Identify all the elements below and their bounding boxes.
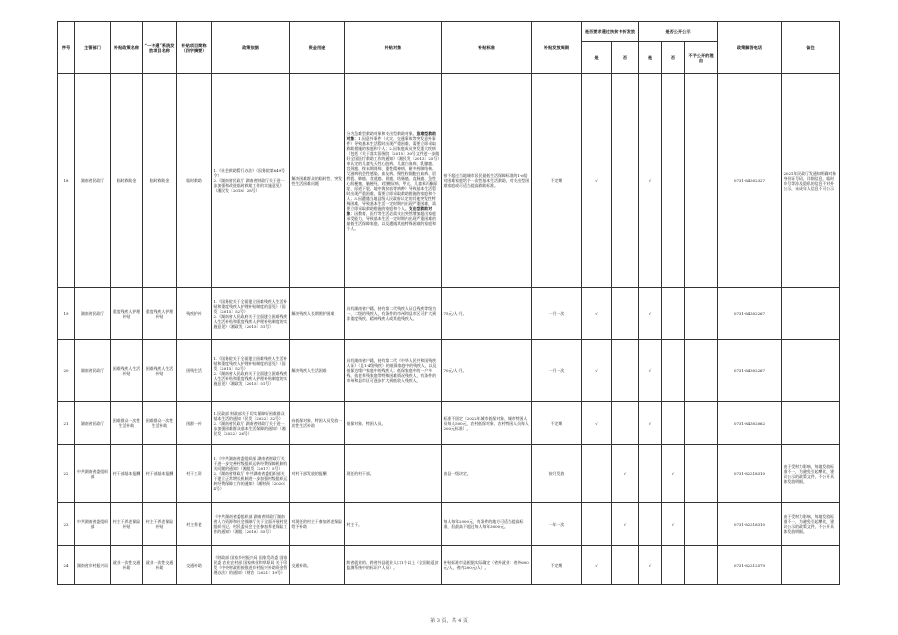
cell-publish-yes: √ bbox=[639, 288, 662, 340]
cell-name: 重度残疾人护理补贴 bbox=[111, 288, 143, 340]
cell-target: 具有湖南省户籍，持有第二代残疾人证且残疾等级为一、二级的残疾人，有条件的市州和县市区可扩大到非重度残疾、精神残疾人或其他残疾人。 bbox=[345, 288, 442, 340]
cell-noreason bbox=[685, 74, 718, 288]
header-dept: 主管部门 bbox=[75, 22, 111, 74]
cell-system: 村干部基本报酬 bbox=[143, 445, 177, 503]
cell-system: 临时救助金 bbox=[143, 74, 177, 288]
cell-system: 重度残疾人护理补贴 bbox=[143, 288, 177, 340]
cell-via-card-no bbox=[612, 74, 639, 288]
cell-standard: 每人每年2000元，有条件的地方可适当提高标准，但最高不超过每人每年3000元。 bbox=[442, 503, 532, 546]
cell-system: 困难群众一次性生活补助 bbox=[143, 402, 177, 445]
cell-publish-yes: √ bbox=[639, 74, 662, 288]
cell-via-card-no: √ bbox=[612, 503, 639, 546]
cell-code: 困群一补 bbox=[177, 402, 212, 445]
cell-name: 困难残疾人生活补贴 bbox=[111, 340, 143, 402]
cell-via-card-yes: √ bbox=[582, 288, 612, 340]
cell-usage: 对现任的村主干参加养老保险给予补助 bbox=[290, 503, 345, 546]
cell-usage: 向低保对象、特困人员发放一次性生活补助 bbox=[290, 402, 345, 445]
target-heading-emergency: 急难型救助对象： bbox=[346, 130, 436, 141]
table-row bbox=[58, 402, 840, 445]
cell-remark: 由于受财力影响，每地发放标准不一，为避免引起攀比，建议公示的政策文件，不公开具体发放明细。 bbox=[782, 503, 840, 546]
cell-seq: 20 bbox=[58, 340, 75, 402]
table-row bbox=[58, 340, 840, 402]
cell-phone: 0731-82212579 bbox=[718, 546, 782, 585]
cell-publish-no bbox=[662, 288, 685, 340]
cell-usage: 解决残疾人长期照护困难 bbox=[290, 288, 345, 340]
cell-basis: 1.《社会救助暂行办法》（国务院第649号令） 2.《湖南省民政厅 湖南省财政厅关于进一步加强和改进临时救助工作的实施意见》（湘民发〔2018〕28号） bbox=[212, 74, 290, 288]
cell-system: 困难残疾人生活补贴 bbox=[143, 340, 177, 402]
policy-table bbox=[57, 21, 840, 585]
cell-dept: 湖南省民政厅 bbox=[75, 74, 111, 288]
cell-publish-yes: √ bbox=[639, 402, 662, 445]
table-row bbox=[58, 546, 840, 585]
target-emergency-text: 1.因意外事件（火灾、交通事故等突发意外事件）导致基本生活暂时出现严重困难、需要立即采取救助措施的家庭和个人；2.因家庭成员突发重大疾病（包括《关于落实国务院〔2015〕30号文件进一步做好全国医疗救助工作的通知》（湘民发〔2015〕25号）申认定的儿童先天性心脏病、儿童白血病、乳腺癌、宫颈癌、终末期肾病、重性精神病、耐多药肺结核、艾滋病机会性感染、血友病、慢性粒细胞白血病、唇腭裂、肺癌、食道癌、胃癌、结肠癌、直肠癌、急性心肌梗塞、脑梗死、I型糖尿病、甲亢、儿童苯丙酮尿症、尿道下裂、地中海贫血等病种）导致基本生活暂时出现严重困难、需要立即采取救助措施的家庭和个人；3.因遭遇当地县级人民政府认定的其他突发性特殊困难，导致基本生活一定时期内出现严重困难，需要立即采取救助措施的家庭和个人。 bbox=[346, 135, 440, 211]
header-via-card-no: 否 bbox=[612, 42, 639, 74]
cell-name: 就业一次性交通补助 bbox=[111, 546, 143, 585]
cell-standard: 70元/人·月。 bbox=[442, 340, 532, 402]
cell-standard: 补贴标准市县根据实际确定（省外就业：省外600元/人，省内200元/人）。 bbox=[442, 546, 532, 585]
cell-code: 交通补助 bbox=[177, 546, 212, 585]
cell-publish-no bbox=[662, 402, 685, 445]
header-noreason: 不予公开的理由 bbox=[685, 42, 718, 74]
header-standard: 补贴标准 bbox=[442, 22, 532, 74]
cell-dept: 湖南省乡村振兴局 bbox=[75, 546, 111, 585]
target-expense-text: 因教育、医疗等生活必需支出突然增加超出家庭承受能力，导致基本生活一定时期内出现严重困难的最低生活保障家庭，以及遭遇其他特殊困难的家庭和个人。 bbox=[346, 210, 436, 231]
cell-target: 低保对象、特困人员。 bbox=[345, 402, 442, 445]
cell-phone: 0731-84302327 bbox=[718, 74, 782, 288]
header-system: “一卡通”系统发放项目名称 bbox=[143, 22, 177, 74]
header-phone: 政策解答电话 bbox=[718, 22, 782, 74]
cell-remark bbox=[782, 402, 840, 445]
cell-phone: 0731-82218310 bbox=[718, 503, 782, 546]
cell-remark: 由于受财力影响，每地发放标准不一，为避免引起攀比，建议公示的政策文件，不公开具体发放明细。 bbox=[782, 445, 840, 503]
cell-noreason bbox=[685, 340, 718, 402]
page-footer: 第 3 页，共 4 页 bbox=[430, 618, 468, 624]
cell-publish-no bbox=[662, 74, 685, 288]
cell-publish-yes bbox=[639, 503, 662, 546]
header-via-card: 是否要求通过扶贫卡折发放 bbox=[582, 22, 639, 42]
cell-cycle: 一月一次 bbox=[532, 340, 582, 402]
cell-name: 村主干养老保险补贴 bbox=[111, 503, 143, 546]
cell-seq: 23 bbox=[58, 503, 75, 546]
cell-phone: 0731-84302267 bbox=[718, 288, 782, 340]
cell-standard: 按不超过当地城市居民最低生活保障标准的1-6倍对困难家庭给予一次性基本生活救助，对支出型困难家庭或可适当提高救助标准。 bbox=[442, 74, 532, 288]
cell-publish-yes: √ bbox=[639, 340, 662, 402]
cell-name: 临时救助金 bbox=[111, 74, 143, 288]
cell-via-card-yes: √ bbox=[582, 340, 612, 402]
cell-usage: 解决困难群众的临时性、突发性生活困难问题 bbox=[290, 74, 345, 288]
header-publish-no: 否 bbox=[662, 42, 685, 74]
target-heading-expense: 支出型救助对象： bbox=[346, 205, 433, 216]
header-code: 补贴项目简称（四字摘要） bbox=[177, 22, 212, 74]
cell-code: 困残生活 bbox=[177, 340, 212, 402]
cell-phone: 0731-84302267 bbox=[718, 340, 782, 402]
cell-via-card-no: √ bbox=[612, 445, 639, 503]
cell-seq: 24 bbox=[58, 546, 75, 585]
header-via-card-yes: 是 bbox=[582, 42, 612, 74]
cell-basis: 1.民政部 财政部关于切实保障好困难群众基本生活的通知（民发〔2022〕32号） 2.《湖南省民政厅 湖南省财政厅关于进一步加强困难群众基本生活保障的通知》（湘民发〔2022〕26号） bbox=[212, 402, 290, 445]
cell-via-card-yes: √ bbox=[582, 402, 612, 445]
cell-basis: 《财政部 国家乡村振兴局 国家发改委 国家民委 农业农村部 国家林业和草原局 关于印发《中央财政衔接推进乡村振兴补助资金管理办法》的通知》（财农〔2021〕19号） bbox=[212, 546, 290, 585]
header-remark: 备注 bbox=[782, 22, 840, 74]
cell-basis: 《中共湖南省委组织部 湖南省财政厅湖南省人力资源和社会保障厅关于全面开展村党组织书记、村民委员会主任参加养老保险工作的通知》（湘组〔2018〕55号） bbox=[212, 503, 290, 546]
cell-usage: 交通补助。 bbox=[290, 546, 345, 585]
header-usage: 资金用途 bbox=[290, 22, 345, 74]
cell-via-card-yes: √ bbox=[582, 546, 612, 585]
cell-standard: 由县一级决定。 bbox=[442, 445, 532, 503]
cell-via-card-yes bbox=[582, 445, 612, 503]
cell-publish-yes bbox=[639, 445, 662, 503]
cell-seq: 22 bbox=[58, 445, 75, 503]
cell-cycle: 不定期 bbox=[532, 74, 582, 288]
header-basis: 政策依据 bbox=[212, 22, 290, 74]
cell-standard: 75元/人·月。 bbox=[442, 288, 532, 340]
cell-via-card-no bbox=[612, 402, 639, 445]
cell-code: 残疾护补 bbox=[177, 288, 212, 340]
cell-usage: 解决残疾人生活困难 bbox=[290, 340, 345, 402]
cell-dept: 中共湖南省委组织部 bbox=[75, 445, 111, 503]
cell-target: 现任的村干部。 bbox=[345, 445, 442, 503]
cell-target: 具有湖南省户籍，持有第二代《中华人民共和国残疾人证》（且1-4级残疾）的低保家庭中的残疾人，以及低保边缘户家庭中的残疾人；低保家庭中的一户多残、依老养残家庭等特殊困难情况残疾人，有条件的市州和县市区可逐步扩大到低收入残疾人。 bbox=[345, 340, 442, 402]
cell-dept: 湖南省民政厅 bbox=[75, 340, 111, 402]
header-publish: 是否公开公示 bbox=[639, 22, 718, 42]
cell-noreason bbox=[685, 402, 718, 445]
cell-via-card-yes: √ bbox=[582, 74, 612, 288]
cell-remark bbox=[782, 546, 840, 585]
cell-remark: 2021年民政厅发通知明确对象身份证号码，详细信息，临时乡号等涉及隐私的信息不对外公示，未成年人信息不可公示 bbox=[782, 74, 840, 288]
header-seq: 序号 bbox=[58, 22, 75, 74]
cell-publish-no bbox=[662, 340, 685, 402]
cell-seq: 19 bbox=[58, 288, 75, 340]
cell-cycle: 按月发放 bbox=[532, 445, 582, 503]
table-row bbox=[58, 74, 840, 288]
cell-publish-yes: √ bbox=[639, 546, 662, 585]
cell-dept: 湖南省民政厅 bbox=[75, 402, 111, 445]
table-row bbox=[58, 288, 840, 340]
cell-code: 临时救助 bbox=[177, 74, 212, 288]
cell-name: 村干部基本报酬 bbox=[111, 445, 143, 503]
cell-standard: 标准不固定（2022年城市低保对象、城市特困人员每人500元，农村低保对象、农村特困人员每人200元标准）。 bbox=[442, 402, 532, 445]
header-cycle: 补贴发放周期 bbox=[532, 22, 582, 74]
cell-publish-no: √ bbox=[662, 503, 685, 546]
cell-phone: 0731-82218310 bbox=[718, 445, 782, 503]
cell-code: 村干工资 bbox=[177, 445, 212, 503]
cell-basis: 1.《中共湖南省委组织部 湖南省财政厅关于进一步完善村级组织运转经费保障机制有关问题的通知》（湘组发〔2017〕5号） 2.《湖南省财政厅 中共湖南省委组织部关于建立正常增长机制进一步加强村级组织运转经费保障工作的通知》（湘财预〔2020〕4号） bbox=[212, 445, 290, 503]
cell-via-card-no bbox=[612, 546, 639, 585]
cell-dept: 湖南省民政厅 bbox=[75, 288, 111, 340]
cell-cycle: 一年一次 bbox=[532, 503, 582, 546]
cell-cycle: 不定期 bbox=[532, 402, 582, 445]
cell-target bbox=[345, 74, 442, 288]
cell-target: 村主干。 bbox=[345, 503, 442, 546]
cell-basis: 1.《国务院关于全面建立困难残疾人生活补贴和重度残疾人护理补贴制度的意见》（国发〔2015〕52号） 2.《湖南省人民政府关于全面建立困难残疾人生活补贴和重度残疾人护理补贴制度的实施意见》（湘政发〔2015〕51号） bbox=[212, 288, 290, 340]
cell-usage: 对村干部发放的报酬 bbox=[290, 445, 345, 503]
cell-basis: 1.《国务院关于全面建立困难残疾人生活补贴和重度残疾人护理补贴制度的意见》（国发〔2015〕52号） 2.《湖南省人民政府关于全面建立困难残疾人生活补贴和重度残疾人护理补贴制度的实施意见》（湘政发〔2015〕51号） bbox=[212, 340, 290, 402]
cell-noreason bbox=[685, 288, 718, 340]
cell-cycle: 不定期 bbox=[532, 546, 582, 585]
header-name: 补贴政策名称 bbox=[111, 22, 143, 74]
cell-name: 困难群众一次性生活补助 bbox=[111, 402, 143, 445]
cell-via-card-yes bbox=[582, 503, 612, 546]
cell-publish-no: √ bbox=[662, 445, 685, 503]
cell-remark bbox=[782, 288, 840, 340]
cell-publish-no bbox=[662, 546, 685, 585]
header-target: 补贴对象 bbox=[345, 22, 442, 74]
cell-noreason bbox=[685, 503, 718, 546]
header-publish-yes: 是 bbox=[639, 42, 662, 74]
cell-target: 跨省就业的、跨省外县就业人口1个以上（全国防返贫监测系统中的标识户人员）。 bbox=[345, 546, 442, 585]
target-intro: 分为急难型救助对象和支出型救助对象。 bbox=[346, 130, 417, 136]
cell-via-card-no bbox=[612, 288, 639, 340]
cell-seq: 21 bbox=[58, 402, 75, 445]
cell-code: 村主养老 bbox=[177, 503, 212, 546]
table-row bbox=[58, 445, 840, 503]
cell-noreason bbox=[685, 445, 718, 503]
cell-phone: 0731-84302062 bbox=[718, 402, 782, 445]
cell-dept: 中共湖南省委组织部 bbox=[75, 503, 111, 546]
cell-seq: 18 bbox=[58, 74, 75, 288]
cell-system: 村主干养老保险补贴 bbox=[143, 503, 177, 546]
cell-cycle: 一月一次 bbox=[532, 288, 582, 340]
cell-system: 就业一次性交通补助 bbox=[143, 546, 177, 585]
cell-noreason bbox=[685, 546, 718, 585]
cell-via-card-no bbox=[612, 340, 639, 402]
cell-remark bbox=[782, 340, 840, 402]
table-row bbox=[58, 503, 840, 546]
